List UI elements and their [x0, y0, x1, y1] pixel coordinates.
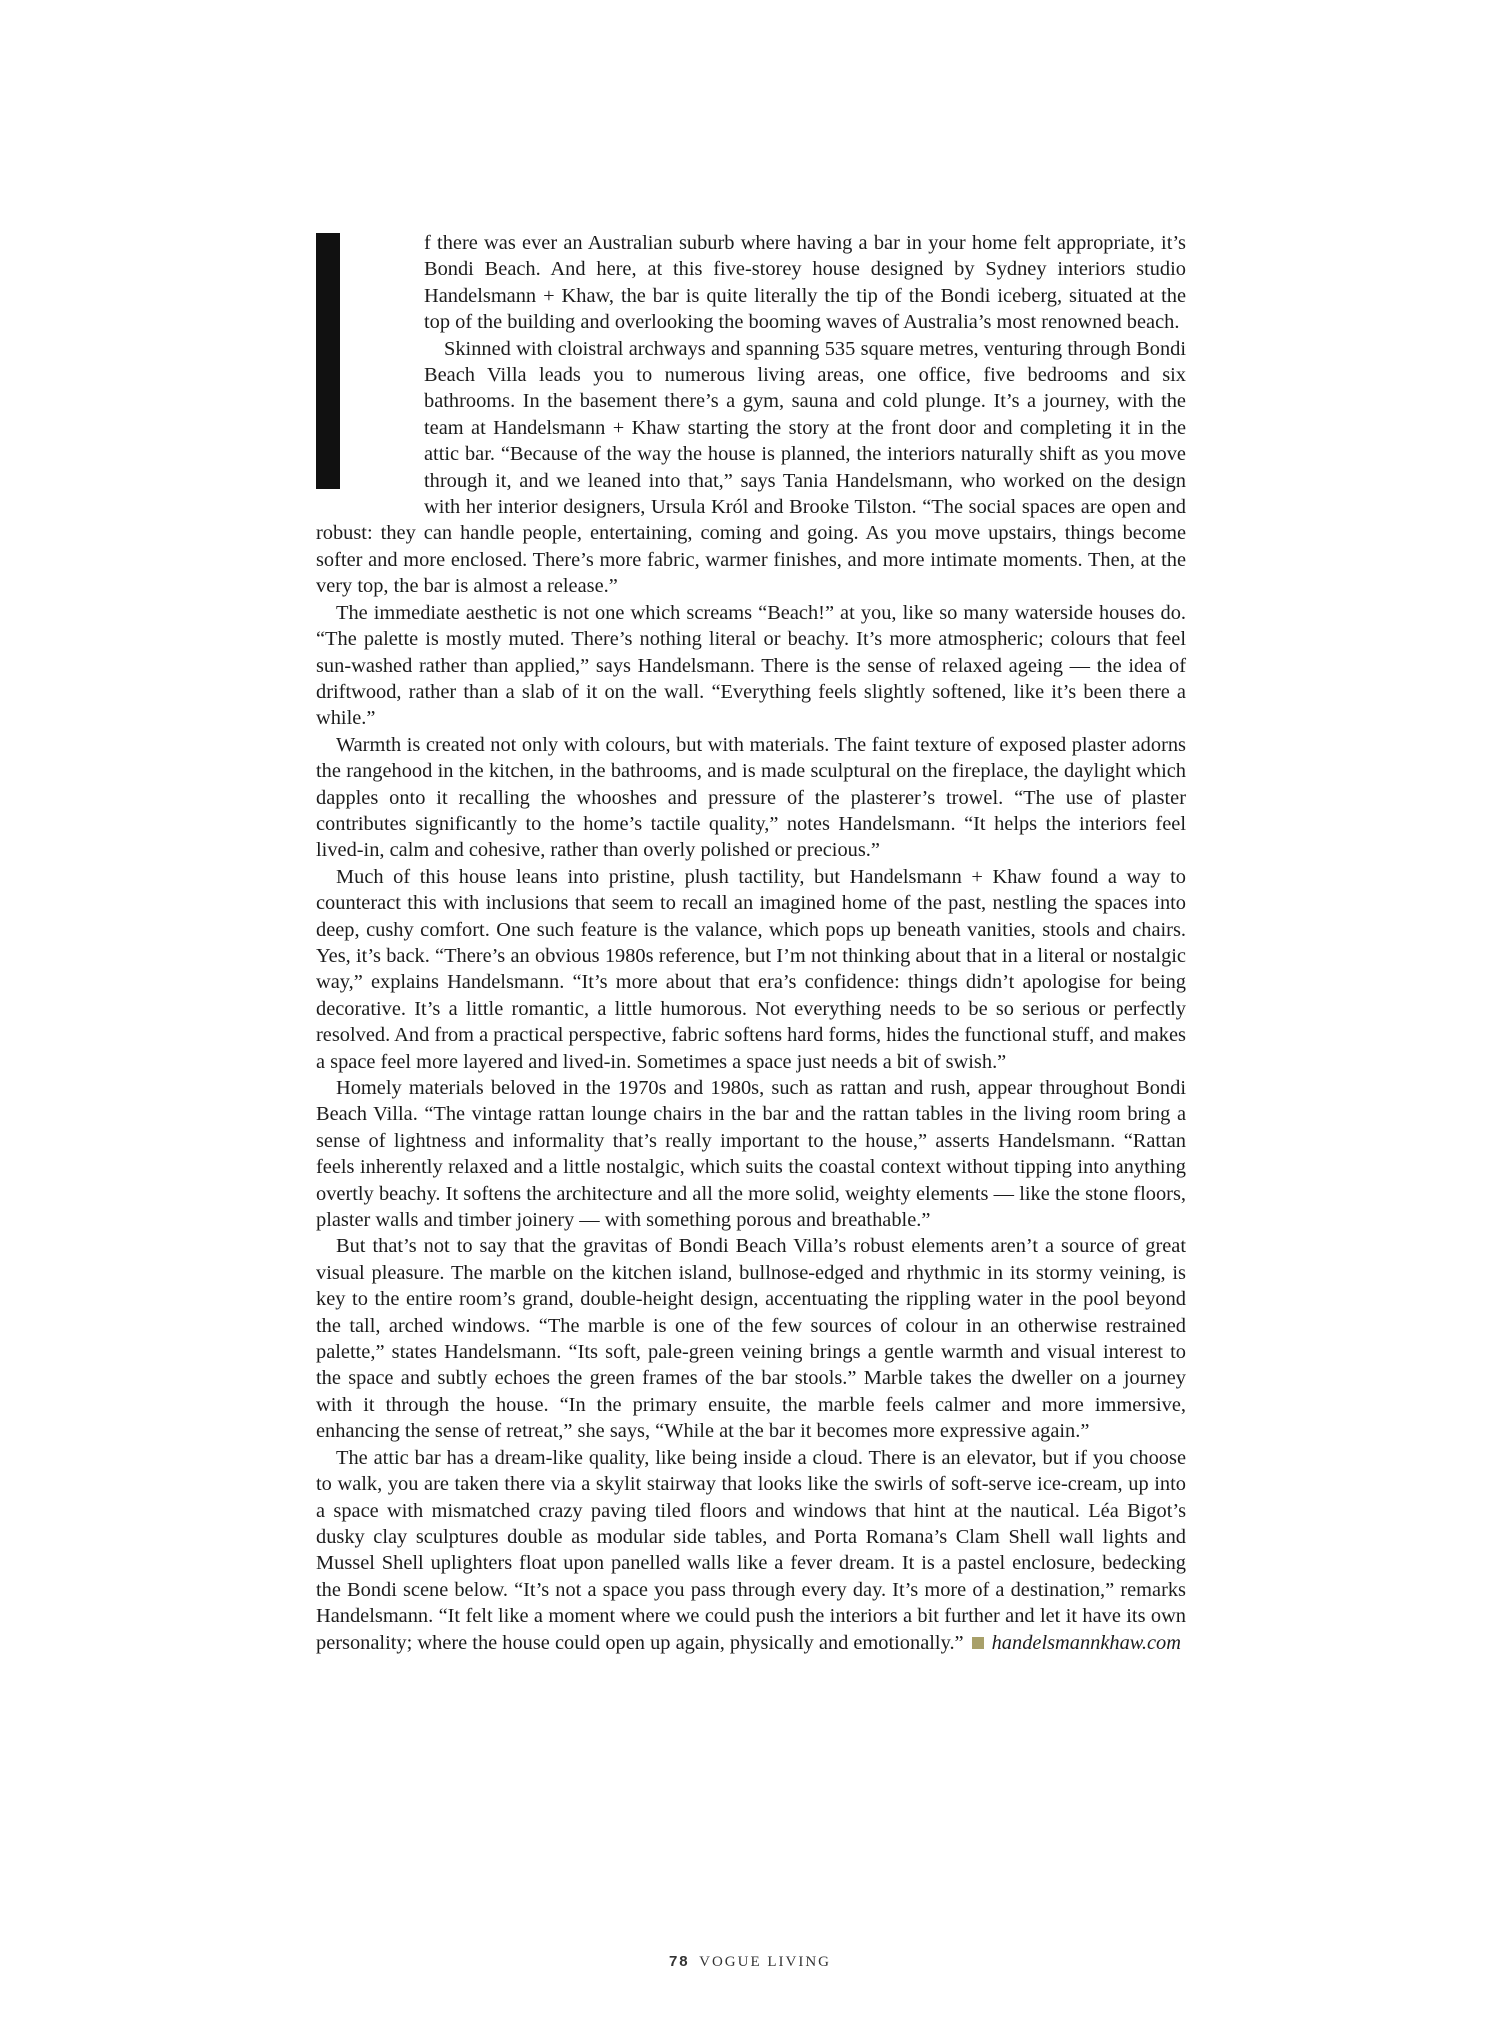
- article-paragraph: f there was ever an Australian suburb where having a bar in your home felt appropriate, it’s Bondi Beach. And here, at this five-storey house designed by Sydney interiors studio Handelsmann + Khaw, the bar is quite literally the tip of the Bondi iceberg, situated at the top of the building and overlooking the booming waves of Australia’s most renowned beach.: [424, 232, 1186, 334]
- article-paragraph: Homely materials beloved in the 1970s and 1980s, such as rattan and rush, appear throughout Bondi Beach Villa. “The vintage rattan lounge chairs in the bar and the rattan tables in the living room bring a sense of lightness and informality that’s really important to the house,” asserts Handelsmann. “Rattan feels inherently relaxed and a little nostalgic, which suits the coastal context without tipping into anything overtly beachy. It softens the architecture and all the more solid, weighty elements — like the stone floors, plaster walls and timber joinery — with something porous and breathable.”: [316, 1077, 1186, 1232]
- article-paragraph-final: [316, 1445, 1186, 1656]
- drop-cap-letter-i: [316, 233, 340, 489]
- end-mark-square-icon: [972, 1637, 984, 1649]
- article-paragraph: Much of this house leans into pristine, plush tactility, but Handelsmann + Khaw found a way to counteract this with inclusions that seem to recall an imagined home of the past, nestling the spaces into deep, cushy comfort. One such feature is the valance, which pops up beneath vanities, stools and chairs. Yes, it’s back. “There’s an obvious 1980s reference, but I’m not thinking about that in a literal or nostalgic way,” explains Handelsmann. “It’s more about that era’s confidence: things didn’t apologise for being decorative. It’s a little romantic, a little humorous. Not everything needs to be so serious or perfectly resolved. And from a practical perspective, fabric softens hard forms, hides the functional stuff, and makes a space feel more layered and lived-in. Sometimes a space just needs a bit of swish.”: [316, 865, 1186, 1073]
- final-paragraph-text: The attic bar has a dream-like quality, like being inside a cloud. There is an elevator, but if you choose to walk, you are taken there via a skylit stairway that looks like the swirls of soft-serve ice-cream, up into a space with mismatched crazy paving tiled floors and windows that hint at the nautical. Léa Bigot’s dusky clay sculptures double as modular side tables, and Porta Romana’s Clam Shell wall lights and Mussel Shell uplighters float upon panelled walls like a fever dream. It is a pastel enclosure, bedecking the Bondi scene below. “It’s not a space you pass through every day. It’s more of a destination,” remarks Handelsmann. “It felt like a moment where we could push the interiors a bit further and let it have its own personality; where the house could open up again, physically and emotionally.”: [316, 1446, 1186, 1654]
- website-credit: handelsmannkhaw.com: [991, 1631, 1181, 1654]
- article-body: [316, 230, 1186, 1656]
- publication-name: VOGUE LIVING: [699, 1954, 832, 1970]
- page-number: 78: [668, 1953, 690, 1970]
- article-paragraph: But that’s not to say that the gravitas of Bondi Beach Villa’s robust elements aren’t a source of great visual pleasure. The marble on the kitchen island, bullnose-edged and rhythmic in its stormy veining, is key to the entire room’s grand, double-height design, accentuating the rippling water in the pool beyond the tall, arched windows. “The marble is one of the few sources of colour in an otherwise restrained palette,” states Handelsmann. “Its soft, pale-green veining brings a gentle warmth and visual interest to the space and subtly echoes the green frames of the bar stools.” Marble takes the dweller on a journey with it through the house. “In the primary ensuite, the marble feels calmer and more immersive, enhancing the sense of retreat,” she says, “While at the bar it becomes more expressive again.”: [316, 1235, 1186, 1443]
- article-paragraph: Skinned with cloistral archways and spanning 535 square metres, venturing through Bondi Beach Villa leads you to numerous living areas, one office, five bedrooms and six bathrooms. In the basement there’s a gym, sauna and cold plunge. It’s a journey, with the team at Handelsmann + Khaw starting the story at the front door and completing it in the attic bar. “Because of the way the house is planned, the interiors naturally shift as you move through it, and we leaned into that,” says Tania Handelsmann, who worked on the design with her interior designers, Ursula Król and Brooke Tilston. “The social spaces are open and robust: they can handle people, entertaining, coming and going. As you move upstairs, things become softer and more enclosed. There’s more fabric, warmer finishes, and more intimate moments. Then, at the very top, the bar is almost a release.”: [316, 337, 1186, 598]
- page-footer: [0, 1953, 1500, 1971]
- article-paragraph: The immediate aesthetic is not one which screams “Beach!” at you, like so many waterside houses do. “The palette is mostly muted. There’s nothing literal or beachy. It’s more atmospheric; colours that feel sun-washed rather than applied,” says Handelsmann. There is the sense of relaxed ageing — the idea of driftwood, rather than a slab of it on the wall. “Everything feels slightly softened, like it’s been there a while.”: [316, 601, 1186, 730]
- article-paragraph: Warmth is created not only with colours, but with materials. The faint texture of exposed plaster adorns the rangehood in the kitchen, in the bathrooms, and is made sculptural on the fireplace, the daylight which dapples onto it recalling the whooshes and pressure of the plasterer’s trowel. “The use of plaster contributes significantly to the home’s tactile quality,” notes Handelsmann. “It helps the interiors feel lived-in, calm and cohesive, rather than overly polished or precious.”: [316, 733, 1186, 862]
